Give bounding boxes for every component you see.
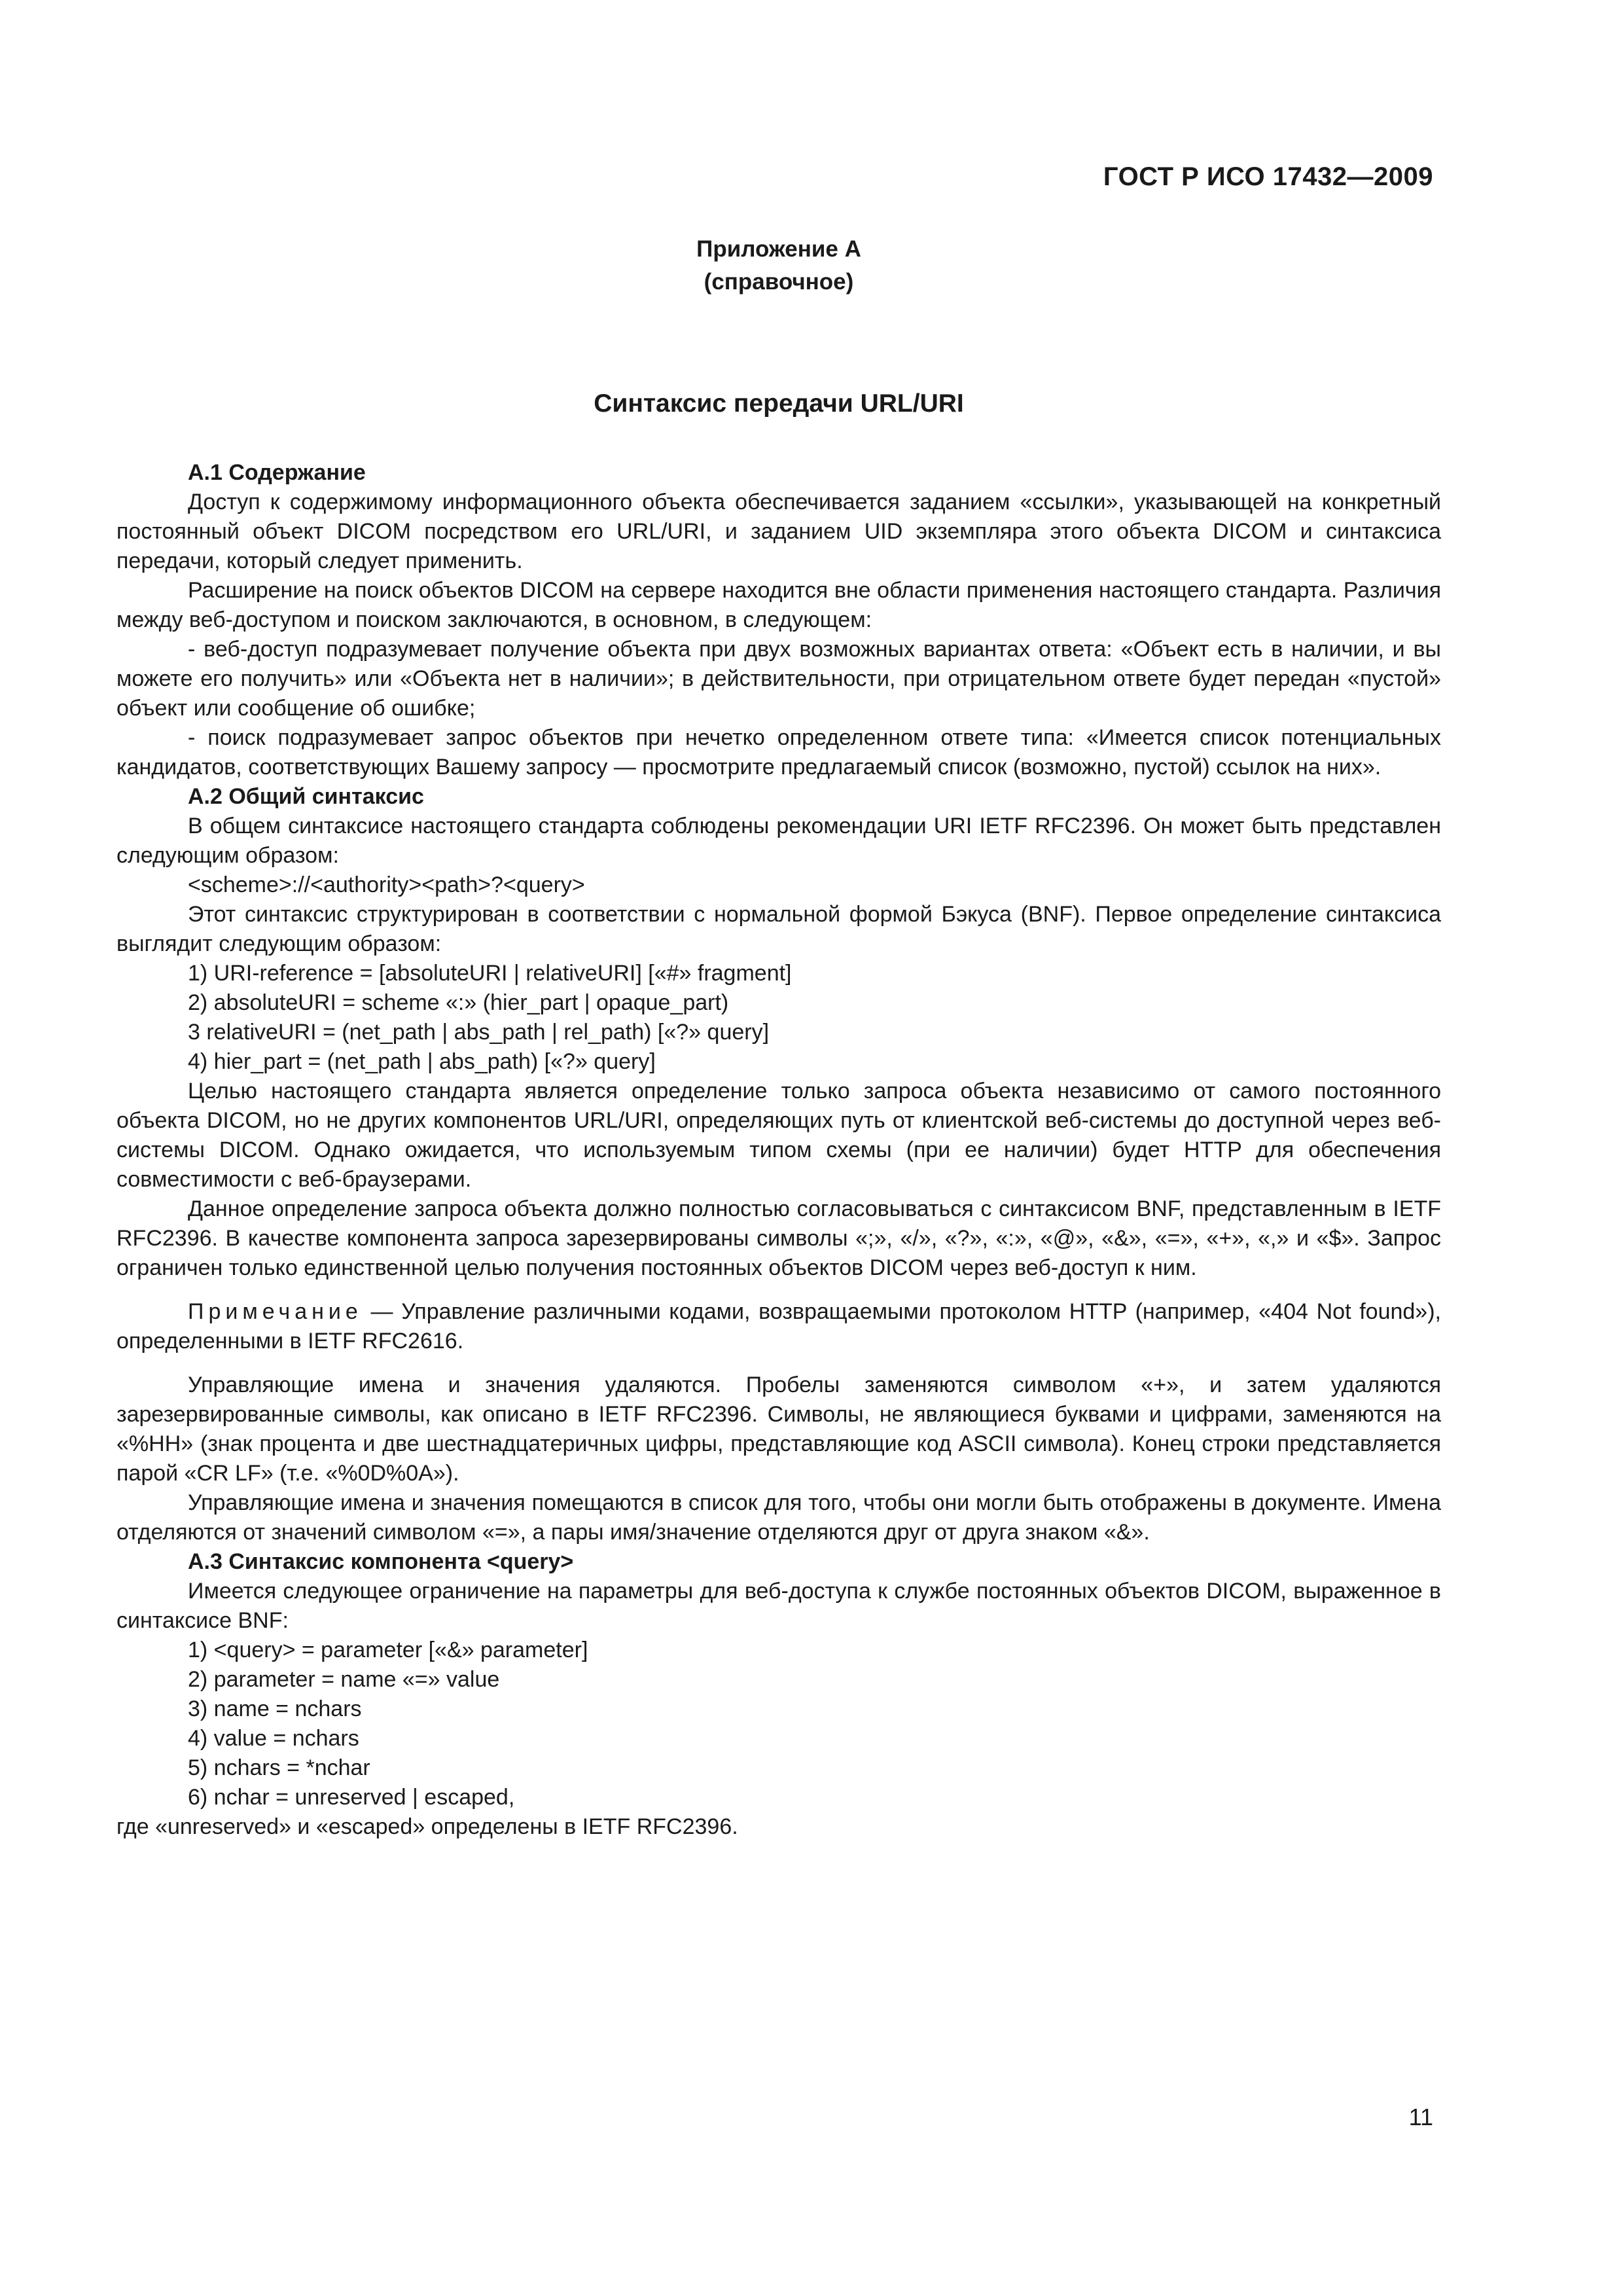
note bbox=[116, 1297, 1441, 1356]
page-title: Синтаксис передачи URL/URI bbox=[594, 389, 964, 418]
paragraph: Управляющие имена и значения удаляются. Пробелы заменяются символом «+», и затем удаляются зарезервированные символы, как описано в IETF RFC2396. Символы, не являющиеся буквами и цифрами, заменяются на «%HH» (знак процента и две шестнадцатеричных цифры, представляющие код ASCII символа). Конец строки представляется парой «CR LF» (т.е. «%0D%0A»). bbox=[116, 1372, 1441, 1486]
rule-item: 4) hier_part = (net_path | abs_path) [«?» query] bbox=[188, 1049, 656, 1074]
paragraph: Этот синтаксис структурирован в соответствии с нормальной формой Бэкуса (BNF). Первое определение синтаксиса выглядит следующим образом: bbox=[116, 902, 1441, 956]
rule-item: 6) nchar = unreserved | escaped, bbox=[188, 1785, 515, 1810]
page-number: 11 bbox=[1408, 2104, 1433, 2130]
rule-item: 2) absoluteURI = scheme «:» (hier_part | opaque_part) bbox=[188, 990, 729, 1015]
note-label: Примечание bbox=[188, 1299, 363, 1324]
paragraph: Расширение на поиск объектов DICOM на сервере находится вне области применения настоящего стандарта. Различия между веб-доступом и поиском заключаются, в основном, в следующем: bbox=[116, 578, 1441, 632]
syntax-line: <scheme>://<authority><path>?<query> bbox=[188, 872, 585, 897]
paragraph: В общем синтаксисе настоящего стандарта соблюдены рекомендации URI IETF RFC2396. Он может быть представлен следующим образом: bbox=[116, 814, 1441, 868]
rule-item: 3) name = nchars bbox=[188, 1696, 362, 1721]
body-text bbox=[116, 458, 1441, 1842]
list-item: - поиск подразумевает запрос объектов при нечетко определенном ответе типа: «Имеется список потенциальных кандидатов, соответствующих Вашему запросу — просмотрите предлагаемый список (возможно, пустой) ссылок на них». bbox=[116, 725, 1441, 780]
rule-item: 3 relativeURI = (net_path | abs_path | rel_path) [«?» query] bbox=[188, 1020, 770, 1045]
section-heading-a1: А.1 Содержание bbox=[188, 460, 366, 485]
appendix-type: (справочное) bbox=[704, 269, 854, 295]
list-item: - веб-доступ подразумевает получение объекта при двух возможных вариантах ответа: «Объект есть в наличии, и вы можете его получить» или «Объекта нет в наличии»; в действительности, при отрицательном ответе будет передан «пустой» объект или сообщение об ошибке; bbox=[116, 637, 1441, 721]
rule-item: 1) <query> = parameter [«&» parameter] bbox=[188, 1638, 588, 1662]
paragraph: Имеется следующее ограничение на параметры для веб-доступа к службе постоянных объектов DICOM, выраженное в синтаксисе BNF: bbox=[116, 1579, 1441, 1633]
paragraph: Управляющие имена и значения помещаются в список для того, чтобы они могли быть отображены в документе. Имена отделяются от значений символом «=», а пары имя/значение отделяются друг от друга знаком «&». bbox=[116, 1490, 1441, 1545]
appendix-label bbox=[0, 233, 1558, 298]
paragraph: Целью настоящего стандарта является определение только запроса объекта независимо от самого постоянного объекта DICOM, но не других компонентов URL/URI, определяющих путь от клиентской веб-системы до доступной через веб-системы DICOM. Однако ожидается, что используемым типом схемы (при ее наличии) будет HTTP для обеспечения совместимости с веб-браузерами. bbox=[116, 1079, 1441, 1192]
section-heading-a3: А.3 Синтаксис компонента <query> bbox=[188, 1549, 574, 1574]
note-text: — Управление различными кодами, возвращаемыми протоколом HTTP (например, «404 Not found»), определенными в IETF RFC2616. bbox=[116, 1299, 1441, 1354]
section-heading-a2: А.2 Общий синтаксис bbox=[188, 784, 424, 809]
rule-item: 2) parameter = name «=» value bbox=[188, 1667, 500, 1692]
paragraph: Данное определение запроса объекта должно полностью согласовываться с синтаксисом BNF, представленным в IETF RFC2396. В качестве компонента запроса зарезервированы символы «;», «/», «?», «:», «@», «&», «=», «+», «,» и «$». Запрос ограничен только единственной целью получения постоянных объектов DICOM через веб-доступ к ним. bbox=[116, 1196, 1441, 1280]
rule-item: 1) URI-reference = [absoluteURI | relativeURI] [«#» fragment] bbox=[188, 961, 792, 986]
document-code: ГОСТ Р ИСО 17432—2009 bbox=[1103, 162, 1433, 191]
rule-item: 4) value = nchars bbox=[188, 1726, 359, 1751]
paragraph: Доступ к содержимому информационного объекта обеспечивается заданием «ссылки», указывающей на конкретный постоянный объект DICOM посредством его URL/URI, и заданием UID экземпляра этого объекта DICOM и синтаксиса передачи, который следует применить. bbox=[116, 490, 1441, 573]
rule-item: 5) nchars = *nchar bbox=[188, 1755, 370, 1780]
appendix-title: Приложение А bbox=[696, 236, 861, 262]
paragraph: где «unreserved» и «escaped» определены в IETF RFC2396. bbox=[116, 1814, 738, 1839]
